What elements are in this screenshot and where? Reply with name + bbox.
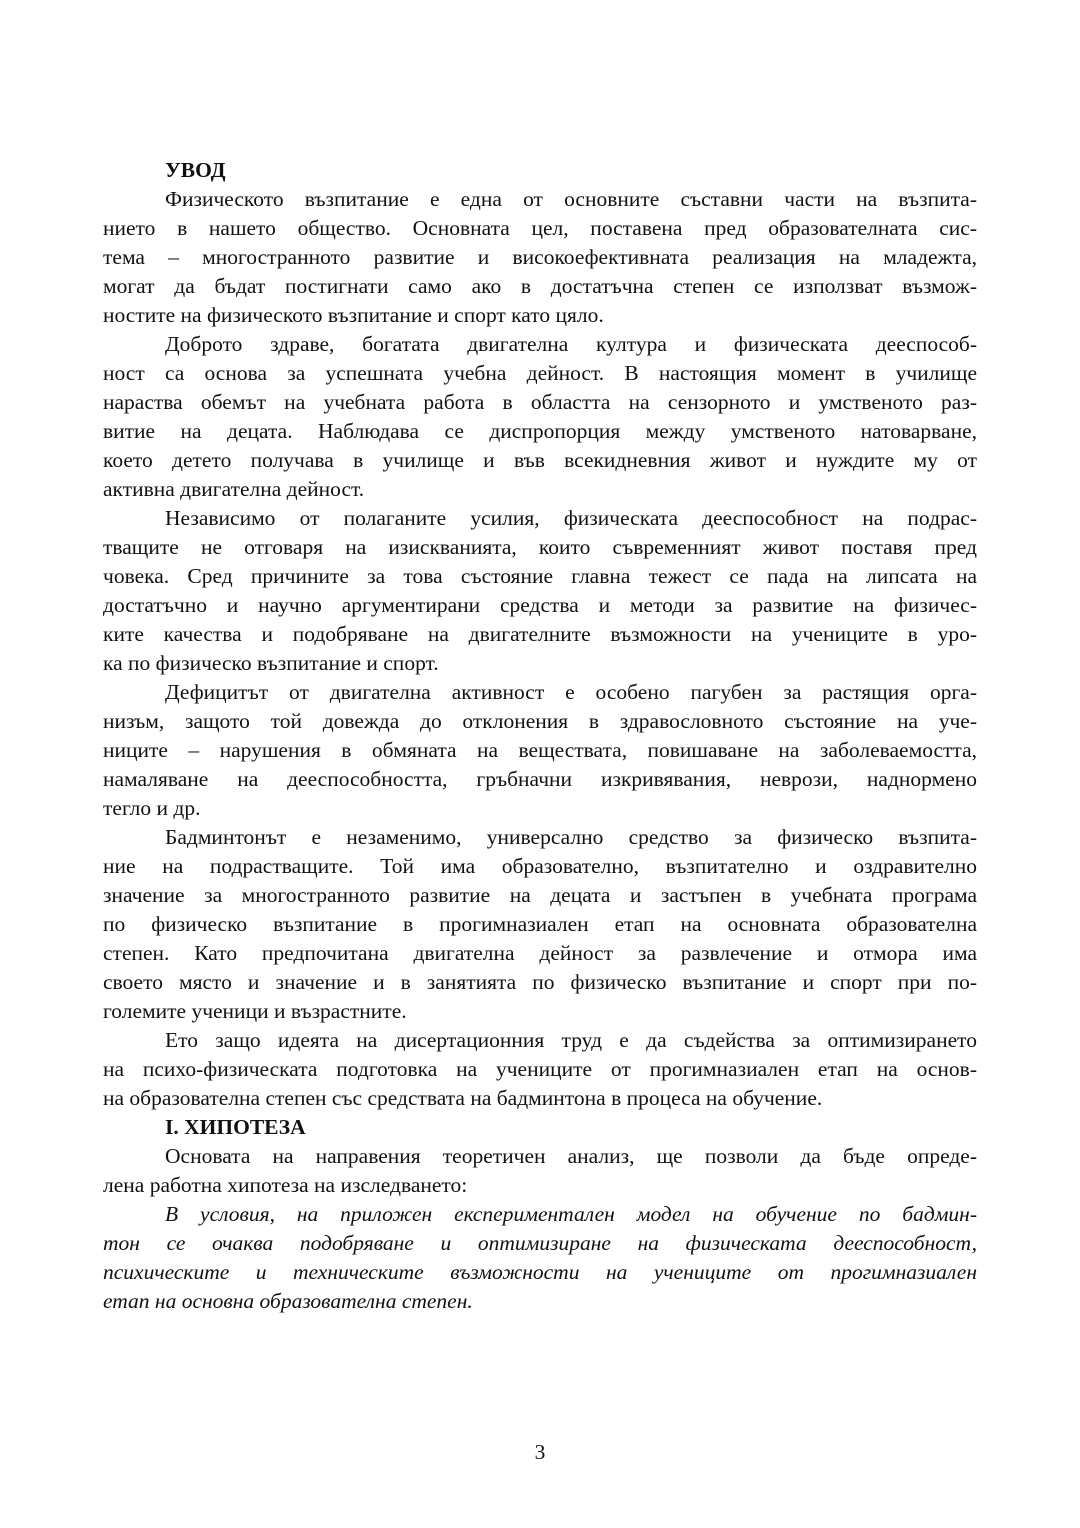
text-line: активна двигателна дейност. (103, 477, 365, 501)
text-line: на психо-физическата подготовка на учениците от прогимназиален етап на основ- (103, 1057, 977, 1081)
intro-paragraph-3 (103, 504, 977, 678)
text-line: низъм, защото той довежда до отклонения в здравословното състояние на уче- (103, 709, 977, 733)
text-line: степен. Като предпочитана двигателна дейност за развлечение и отмора има (103, 941, 977, 965)
text-line: ка по физическо възпитание и спорт. (103, 651, 439, 675)
text-line: ките качества и подобряване на двигателните възможности на учениците в уро- (103, 622, 977, 646)
intro-paragraph-4 (103, 678, 977, 823)
text-line: Физическото възпитание е една от основните съставни части на възпита- (165, 187, 977, 211)
text-line: Бадминтонът е незаменимо, универсално средство за физическо възпита- (165, 825, 977, 849)
intro-paragraph-1 (103, 185, 977, 330)
text-line: ниците – нарушения в обмяната на веществата, повишаване на заболеваемостта, (103, 738, 977, 762)
hypothesis-paragraph (103, 1142, 977, 1200)
text-line: на образователна степен със средствата на бадминтона в процеса на обучение. (103, 1086, 823, 1110)
text-line: Доброто здраве, богатата двигателна култура и физическата дееспособ- (165, 332, 977, 356)
hypothesis-statement (103, 1200, 977, 1316)
text-line: достатъчно и научно аргументирани средства и методи за развитие на физичес- (103, 593, 977, 617)
text-line: своето място и значение и в занятията по физическо възпитание и спорт при по- (103, 970, 977, 994)
text-line: ностите на физическото възпитание и спорт като цяло. (103, 303, 604, 327)
text-line: ност са основа за успешната учебна дейност. В настоящия момент в училище (103, 361, 977, 385)
text-line: могат да бъдат постигнати само ако в достатъчна степен се използват възмож- (103, 274, 977, 298)
intro-paragraph-2 (103, 330, 977, 504)
text-line: което детето получава в училище и във всекидневния живот и нуждите му от (103, 448, 977, 472)
text-line: психическите и техническите възможности на учениците от прогимназиален (103, 1260, 977, 1284)
text-line: намаляване на дееспособността, гръбначни изкривявания, неврози, наднормено (103, 767, 977, 791)
text-line: тема – многостранното развитие и високоефективната реализация на младежта, (103, 245, 977, 269)
text-line: етап на основна образователна степен. (103, 1289, 473, 1313)
text-line: Ето защо идеята на дисертационния труд е да съдейства за оптимизирането (165, 1028, 977, 1052)
page-number: 3 (534, 1440, 546, 1464)
intro-paragraph-6 (103, 1026, 977, 1113)
text-line: нието в нашето общество. Основната цел, поставена пред образователната сис- (103, 216, 977, 240)
text-line: тон се очаква подобряване и оптимизиране на физическата дееспособност, (103, 1231, 977, 1255)
document-page (103, 156, 977, 1316)
text-line: тегло и др. (103, 796, 201, 820)
hypothesis-heading: I. ХИПОТЕЗА (165, 1115, 306, 1139)
intro-paragraph-5 (103, 823, 977, 1026)
text-line: Основата на направения теоретичен анализ, ще позволи да бъде опреде- (165, 1144, 977, 1168)
text-line: значение за многостранното развитие на децата и застъпен в учебната програма (103, 883, 977, 907)
text-line: човека. Сред причините за това състояние главна тежест се пада на липсата на (103, 564, 977, 588)
text-line: по физическо възпитание в прогимназиален етап на основната образователна (103, 912, 977, 936)
text-line: лена работна хипотеза на изследването: (103, 1173, 468, 1197)
text-line: витие на децата. Наблюдава се диспропорция между умственото натоварване, (103, 419, 977, 443)
text-line: ние на подрастващите. Той има образователно, възпитателно и оздравително (103, 854, 977, 878)
text-line: Независимо от полаганите усилия, физическата дееспособност на подрас- (165, 506, 977, 530)
text-line: В условия, на приложен експериментален модел на обучение по бадмин- (165, 1202, 977, 1226)
text-line: тващите не отговаря на изискванията, които съвременният живот поставя пред (103, 535, 977, 559)
text-line: големите ученици и възрастните. (103, 999, 407, 1023)
intro-heading: УВОД (165, 158, 226, 182)
text-line: нараства обемът на учебната работа в областта на сензорното и умственото раз- (103, 390, 977, 414)
text-line: Дефицитът от двигателна активност е особено пагубен за растящия орга- (165, 680, 977, 704)
